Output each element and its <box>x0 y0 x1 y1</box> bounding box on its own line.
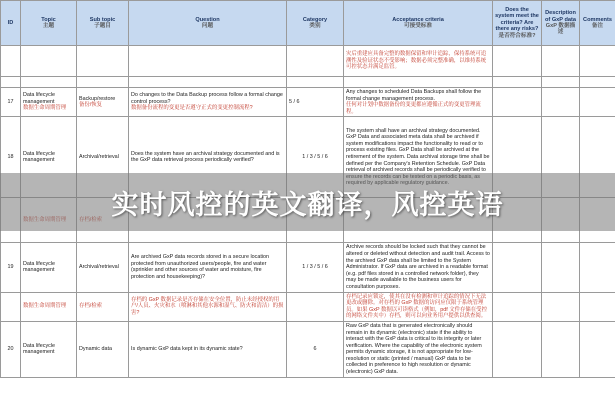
col-header-question[interactable]: Question 问题 <box>129 1 287 46</box>
cell-question <box>129 46 287 77</box>
cell-meet[interactable] <box>493 321 542 377</box>
table-row[interactable] <box>1 46 615 77</box>
cell-comments[interactable] <box>580 88 615 117</box>
cell-comments[interactable] <box>580 321 615 377</box>
cell-subtopic: 存档/检索 <box>77 292 129 321</box>
cell-subtopic: Archival/retrieval <box>77 243 129 292</box>
cell-topic: Data lifecycle management <box>21 321 77 377</box>
spacer-row <box>1 77 615 88</box>
col-header-subtopic[interactable]: Sub topic 子题目 <box>77 1 129 46</box>
watermark-text: 实时风控的英文翻译，风控英语 <box>111 189 504 221</box>
cell-id: 17 <box>1 88 21 117</box>
cell-gxp[interactable] <box>542 292 580 321</box>
cell-category: 1 / 3 / 5 / 6 <box>287 243 344 292</box>
col-header-id[interactable]: ID <box>1 1 21 46</box>
cell-criteria: Any changes to scheduled Data Backups shall follow the formal change management process. 任何对计划中数据备份的变更都应遵循正式的变更管理流程。 <box>344 88 493 117</box>
cell-criteria: The system shall have an archival strategy documented. GxP Data and associated meta data shall be archived if system modifications impact the functionality to read or to process existing files. GxP Data shall be archived at the retirement of the system. Data archival storage time shall be defined per the Company's Retention Schedule. GxP Data retrieval of archived records shall be periodically verified to <box>344 117 493 198</box>
col-header-category[interactable]: Category 类别 <box>287 1 344 46</box>
cell-question: Does the system have an archival strategy documented and is the GxP data retrieval process periodically verified? <box>129 117 287 198</box>
header-row <box>1 1 615 46</box>
cell-topic: Data lifecycle management <box>21 117 77 198</box>
cell-category <box>287 292 344 321</box>
cell-meet[interactable] <box>493 46 542 77</box>
cell-id <box>1 46 21 77</box>
cell-question: 存档的 GxP 数据记录是否存储在安全位置，防止未经授权的用户/人员、火灾和水（喷淋和其他水源和湿气、防火和清洁）的损害? <box>129 292 287 321</box>
cell-gxp[interactable] <box>542 243 580 292</box>
cell-topic: Data lifecycle management 数据生命周期管理 <box>21 88 77 117</box>
cell-question: Do changes to the Data Backup process follow a formal change control process? 数据备份流程的变更是否遵守正式的变更控制流程? <box>129 88 287 117</box>
cell-gxp[interactable] <box>542 321 580 377</box>
cell-topic <box>21 46 77 77</box>
cell-comments[interactable] <box>580 46 615 77</box>
cell-id: 20 <box>1 321 21 377</box>
cell-category <box>287 46 344 77</box>
cell-gxp[interactable] <box>542 88 580 117</box>
cell-subtopic: Dynamic data <box>77 321 129 377</box>
col-header-meet[interactable]: Does the system meet the criteria? Are there any risks? 是否符合标准? <box>493 1 542 46</box>
cell-id: 19 <box>1 243 21 292</box>
cell-category: 6 <box>287 321 344 377</box>
cell-category: 5 / 6 <box>287 88 344 117</box>
table-row[interactable] <box>1 243 615 292</box>
cell-subtopic <box>77 46 129 77</box>
cell-question: Are archived GxP data records stored in a secure location protected from unauthorized users/people, fire and water (sprinkler and other sources of water and moisture, fire protection and housekeeping)? <box>129 243 287 292</box>
cell-meet[interactable] <box>493 243 542 292</box>
cell-subtopic: Backup/restore 备份/恢复 <box>77 88 129 117</box>
cell-topic: 数据生命周期管理 <box>21 292 77 321</box>
cell-subtopic: Archival/retrieval <box>77 117 129 198</box>
col-header-comments[interactable]: Comments 备注 <box>580 1 615 46</box>
cell-id: 18 <box>1 117 21 198</box>
col-header-topic[interactable]: Topic 主题 <box>21 1 77 46</box>
table-row[interactable] <box>1 88 615 117</box>
table-row[interactable] <box>1 292 615 321</box>
cell-criteria: 存档记录应锁定，使其在没有检测和审计追踪的情况下无法更改或删除。对存档的 GxP 数据的访问应仅限于系统管理员。如果 GxP 数据以可读格式（例如，pdf 文件存储在受控的网络文件夹中）存档，则可以向业务用户提供以供查阅。 <box>344 292 493 321</box>
cell-criteria <box>344 46 493 77</box>
col-header-criteria[interactable]: Acceptance criteria 可接受标准 <box>344 1 493 46</box>
cell-topic: Data lifecycle management <box>21 243 77 292</box>
cell-criteria: Archive records should be locked such that they cannot be altered or deleted without detection and audit trail. Access to the archived GxP data shall be limited to the System Administrator. If GxP data are archived in a readable format (e.g. pdf files stored in a controlled network folder), they may be made available to the business users for consultation purposes. <box>344 243 493 292</box>
cell-gxp[interactable] <box>542 46 580 77</box>
col-header-gxp[interactable]: Description of GxP data GxP 数据描述 <box>542 1 580 46</box>
cell-criteria: Raw GxP data that is generated electronically should remain in its dynamic (electronic) state if the ability to interact with the GxP data is critical to its integrity or later verification. Where the capability of the electronic system permits dynamic storage, it is not appropriate for low-resolution or static (printed / manual) GxP data to be collected in preference to high resolution or dynamic (electronic) GxP data. <box>344 321 493 377</box>
cell-question: Is dynamic GxP data kept in its dynamic state? <box>129 321 287 377</box>
cell-meet[interactable] <box>493 292 542 321</box>
cell-category: 1 / 3 / 5 / 6 <box>287 117 344 198</box>
watermark-banner <box>0 173 615 231</box>
cell-comments[interactable] <box>580 292 615 321</box>
cell-comments[interactable] <box>580 243 615 292</box>
cell-meet[interactable] <box>493 88 542 117</box>
table-row[interactable] <box>1 321 615 377</box>
cell-id <box>1 292 21 321</box>
criteria-zh: 灾后重建应具备完整的数据保留和审计追踪，保持系统可追溯性及验证状态不受影响；数据必须完整准确，以维持系统可控状态并满足监管。 <box>346 51 487 71</box>
